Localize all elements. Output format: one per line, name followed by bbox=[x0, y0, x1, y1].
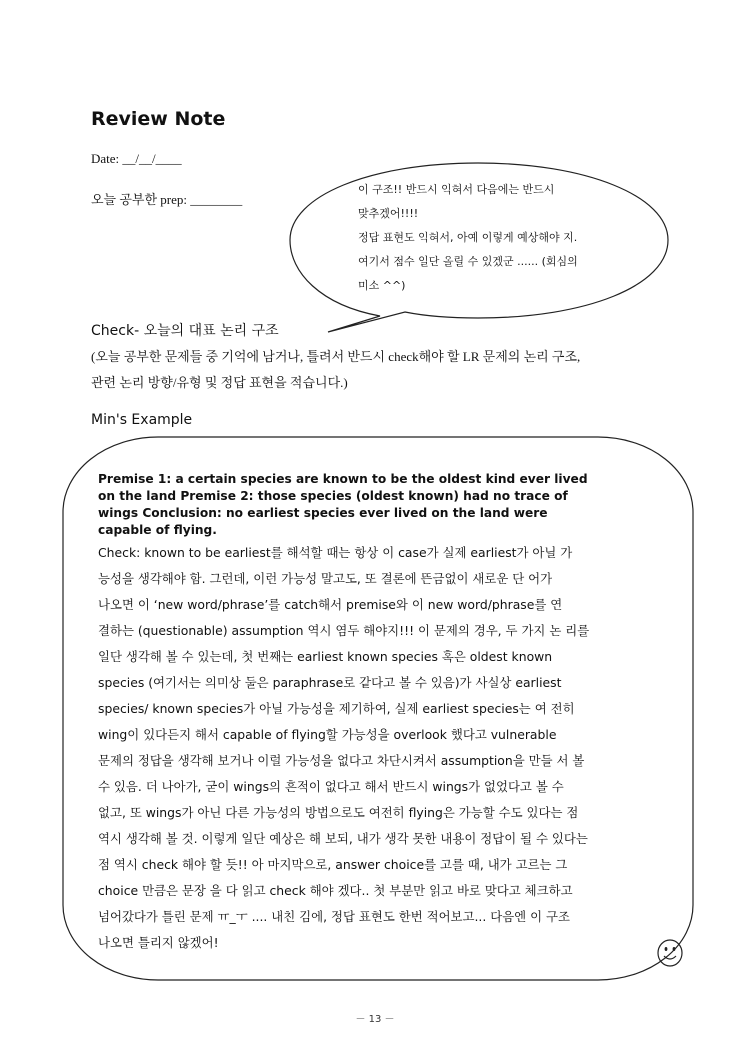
premise-block bbox=[98, 471, 618, 539]
bubble-line: 미소 ^^) bbox=[358, 279, 406, 292]
body-line: 나오면 틀리지 않겠어! bbox=[98, 935, 219, 950]
bubble-line: 맞추겠어!!!! bbox=[358, 207, 419, 220]
bubble-line: 정답 표현도 익혀서, 아예 이렇게 예상해야 지. bbox=[358, 231, 578, 244]
body-line: 넘어갔다가 틀린 문제 ㅠ_ㅜ .... 내친 김에, 정답 표현도 한번 적어보고... 다음엔 이 구조 bbox=[98, 909, 570, 924]
bubble-line: 여기서 점수 일단 올릴 수 있겠군 ...... (회심의 bbox=[358, 255, 578, 268]
date-field: Date: __/__/____ bbox=[91, 151, 182, 166]
body-line: choice 만큼은 문장 을 다 읽고 check 해야 겠다.. 첫 부분만 읽고 바로 맞다고 체크하고 bbox=[98, 883, 573, 898]
check-instructions-line: 관련 논리 방향/유형 및 정답 표현을 적습니다.) bbox=[91, 375, 348, 390]
body-line: 능성을 생각해야 함. 그런데, 이런 가능성 말고도, 또 결론에 뜬금없이 새로운 단 어가 bbox=[98, 571, 553, 586]
premise-line: Premise 1: a certain species are known to be the oldest kind ever lived bbox=[98, 472, 588, 486]
page-number: － 13 － bbox=[355, 1014, 395, 1025]
premise-line: capable of flying. bbox=[98, 523, 217, 537]
body-line: 문제의 정답을 생각해 보거나 이럴 가능성을 없다고 차단시켜서 assumption을 만들 서 볼 bbox=[98, 753, 585, 768]
smiley-face-icon bbox=[656, 938, 684, 968]
prep-field: 오늘 공부한 prep: ________ bbox=[91, 192, 243, 207]
body-line: 점 역시 check 해야 할 듯!! 아 마지막으로, answer choice를 고를 때, 내가 고르는 그 bbox=[98, 857, 568, 872]
premise-line: on the land Premise 2: those species (oldest known) had no trace of bbox=[98, 489, 568, 503]
body-line: 역시 생각해 볼 것. 이렇게 일단 예상은 해 보되, 내가 생각 못한 내용이 정답이 될 수 있다는 bbox=[98, 831, 588, 846]
body-line: Check: known to be earliest를 해석할 때는 항상 이 case가 실제 earliest가 아닐 가 bbox=[98, 545, 573, 560]
body-line: 없고, 또 wings가 아닌 다른 가능성의 방법으로도 여전히 flying은 가능할 수도 있다는 점 bbox=[98, 805, 579, 820]
page-title: Review Note bbox=[91, 108, 226, 130]
body-line: species (여기서는 의미상 둘은 paraphrase로 같다고 볼 수 있음)가 사실상 earliest bbox=[98, 675, 562, 690]
body-line: wing이 있다든지 해서 capable of flying할 가능성을 overlook 했다고 vulnerable bbox=[98, 727, 557, 742]
example-heading: Min's Example bbox=[91, 412, 193, 428]
body-line: 결하는 (questionable) assumption 역시 염두 해야지!!! 이 문제의 경우, 두 가지 논 리를 bbox=[98, 623, 590, 638]
body-line: 나오면 이 ‘new word/phrase’를 catch해서 premise와 이 new word/phrase를 연 bbox=[98, 597, 563, 612]
body-line: 일단 생각해 볼 수 있는데, 첫 번째는 earliest known species 혹은 oldest known bbox=[98, 649, 553, 664]
check-instructions-line: (오늘 공부한 문제들 중 기억에 남거나, 틀려서 반드시 check해야 할 LR 문제의 논리 구조, bbox=[91, 349, 581, 364]
premise-line: wings Conclusion: no earliest species ever lived on the land were bbox=[98, 506, 548, 520]
check-heading: Check- 오늘의 대표 논리 구조 bbox=[91, 323, 279, 339]
body-line: 수 있음. 더 나아가, 굳이 wings의 흔적이 없다고 해서 반드시 wings가 없었다고 볼 수 bbox=[98, 779, 564, 794]
bubble-line: 이 구조!! 반드시 익혀서 다음에는 반드시 bbox=[358, 183, 555, 196]
body-line: species/ known species가 아닐 가능성을 제기하여, 실제 earliest species는 여 전히 bbox=[98, 701, 575, 716]
example-body bbox=[98, 540, 676, 956]
